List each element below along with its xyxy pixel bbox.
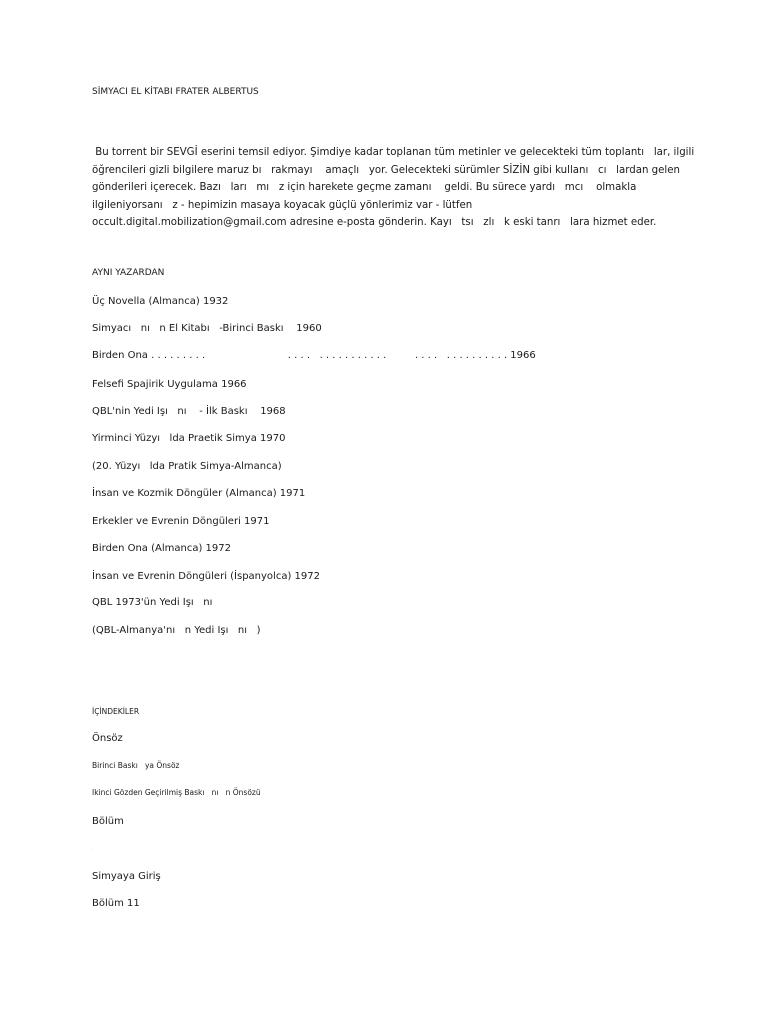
book-list-item: İnsan ve Kozmik Döngüler (Almanca) 1971	[92, 488, 306, 499]
book-list-item: Birden Ona (Almanca) 1972	[92, 543, 231, 554]
intro-paragraph	[92, 144, 695, 232]
book-list-item: QBL'nin Yedi Işı nı - İlk Baskı 1968	[92, 406, 286, 417]
intro-line: gönderileri içerecek. Bazı ları mı z için harekete geçme zamanı geldi. Bu sürece yardı mcı olmakla	[92, 182, 637, 193]
book-list-item: Felsefi Spajirik Uygulama 1966	[92, 379, 247, 390]
toc-heading: İÇİNDEKİLER	[92, 707, 140, 716]
intro-line: öğrencileri gizli bilgilere maruz bı rakmayı amaçlı yor. Gelecekteki sürümler SİZİN gibi kullanı cı lardan gelen	[92, 164, 680, 176]
intro-line: ilgileniyorsanı z - hepimizin masaya koyacak güçlü yönlerimiz var - lütfen	[92, 199, 473, 211]
toc-entry: Bölüm	[92, 816, 124, 827]
book-list-item: (20. Yüzyı lda Pratik Simya-Almanca)	[92, 461, 282, 472]
book-list-item: Simyacı nı n El Kitabı -Birinci Baskı 1960	[92, 323, 322, 334]
same-author-heading: AYNI YAZARDAN	[92, 268, 165, 278]
intro-line: Bu torrent bir SEVGİ eserini temsil ediyor. Şimdiye kadar toplanan tüm metinler ve gelecekteki tüm toplantı lar, ilgili	[92, 147, 695, 158]
toc-entry: Önsöz	[92, 733, 123, 744]
book-list-item: Yirminci Yüzyı lda Praetik Simya 1970	[92, 433, 286, 444]
book-list-item: Üç Novella (Almanca) 1932	[92, 296, 229, 307]
toc-entry: Simyaya Giriş	[92, 871, 161, 882]
book-list-item: İnsan ve Evrenin Döngüleri (İspanyolca) 1972	[92, 571, 320, 582]
toc-entry: Bölüm 11	[92, 898, 140, 909]
toc-entry: .	[92, 846, 94, 851]
book-list-item: Erkekler ve Evrenin Döngüleri 1971	[92, 516, 270, 527]
book-list-item: Birden Ona . . . . . . . . . . . . . . . . . . . . . . . . . . . . . . . . . . . . . . 1966	[92, 350, 536, 361]
book-list-item: (QBL-Almanya'nı n Yedi Işı nı )	[92, 625, 261, 636]
document-title: SİMYACI EL KİTABI FRATER ALBERTUS	[92, 87, 259, 97]
intro-line: occult.digital.mobilization@gmail.com adresine e-posta gönderin. Kayı tsı zlı k eski tanrı lara hizmet eder.	[92, 217, 657, 228]
book-list-item: QBL 1973'ün Yedi Işı nı	[92, 597, 213, 608]
toc-entry: Ikinci Gözden Geçirilmiş Baskı nı n Önsözü	[92, 788, 261, 797]
toc-entry: Birinci Baskı ya Önsöz	[92, 761, 180, 770]
